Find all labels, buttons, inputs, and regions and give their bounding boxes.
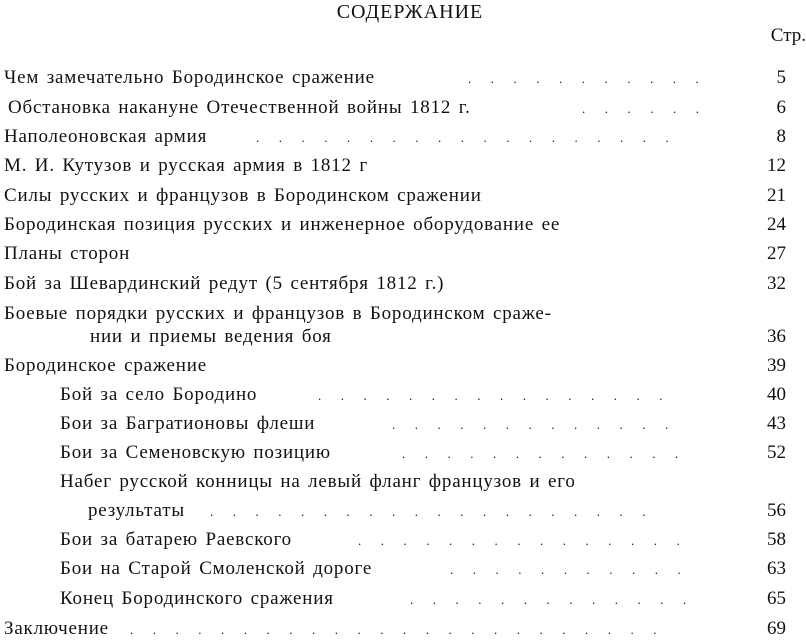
toc-entry-page: 56 — [767, 500, 786, 521]
toc-entry — [0, 469, 806, 495]
toc-entry-page: 12 — [767, 155, 786, 176]
toc-entry-title: Набег русской конницы на левый фланг французов и его — [60, 471, 576, 492]
dot-leader: . . . . . . . . . . . . . . . — [358, 533, 700, 548]
toc-entry-page: 21 — [767, 185, 786, 206]
dot-leader: . . . . . . . . . . . . . — [392, 417, 688, 432]
toc-entry — [0, 324, 806, 350]
toc-entry-page: 36 — [767, 326, 786, 347]
toc-entry-page: 40 — [767, 384, 786, 405]
toc-entry — [0, 527, 806, 553]
toc-entry — [0, 556, 806, 582]
toc-entry-title: Бородинское сражение — [4, 355, 207, 376]
table-of-contents — [0, 65, 806, 638]
toc-entry-page: 24 — [767, 214, 786, 235]
toc-entry-title: Конец Бородинского сражения — [60, 588, 334, 609]
toc-entry-title: Бои на Старой Смоленской дороге — [60, 558, 373, 579]
toc-entry-title: Силы русских и французов в Бородинском сражении — [4, 185, 482, 206]
toc-entry — [0, 95, 806, 121]
toc-entry — [0, 183, 806, 209]
toc-entry — [0, 65, 806, 91]
dot-leader: . . . . . . . . . . . . . . . . . . . . . . . . — [130, 622, 676, 637]
toc-entry-title: Наполеоновская армия — [4, 126, 208, 147]
toc-entry-title: Обстановка накануне Отечественной войны 1812 г. — [8, 97, 471, 118]
toc-entry-title: Боевые порядки русских и французов в Бородинском сраже- — [4, 303, 552, 324]
toc-entry — [0, 124, 806, 150]
dot-leader: . . . . . . . . . . . — [450, 562, 701, 577]
toc-entry — [0, 153, 806, 179]
toc-entry-page: 43 — [767, 413, 786, 434]
toc-entry-title: Бои за батарею Раевского — [60, 529, 292, 550]
toc-entry-title: Чем замечательно Бородинское сражение — [4, 67, 375, 88]
toc-entry-title: Бой за Шевардинский редут (5 сентября 1812 г.) — [4, 273, 445, 294]
toc-entry-title: нии и приемы ведения боя — [90, 326, 332, 347]
toc-entry-page: 52 — [767, 442, 786, 463]
dot-leader: . . . . . . — [582, 101, 719, 116]
toc-entry-title: Бой за село Бородино — [60, 384, 258, 405]
dot-leader: . . . . . . . . . . . — [468, 71, 719, 86]
toc-entry-page: 58 — [767, 529, 786, 550]
toc-entry — [0, 241, 806, 267]
dot-leader: . . . . . . . . . . . . . . . . . . . — [256, 130, 689, 145]
toc-entry-page: 63 — [767, 558, 786, 579]
toc-entry-title: результаты — [88, 500, 185, 521]
toc-entry-page: 39 — [767, 355, 786, 376]
toc-entry — [0, 586, 806, 612]
toc-entry-title: Бои за Семеновскую позицию — [60, 442, 331, 463]
toc-entry-page: 69 — [767, 618, 786, 639]
toc-entry-title: Бородинская позиция русских и инженерное оборудование ее — [4, 214, 561, 235]
toc-entry — [0, 382, 806, 408]
toc-entry-page: 5 — [776, 67, 786, 88]
toc-entry — [0, 271, 806, 297]
toc-entry-page: 65 — [767, 588, 786, 609]
page-column-label: Стр. — [770, 25, 806, 46]
toc-entry-title: Бои за Багратионовы флеши — [60, 413, 316, 434]
toc-entry — [0, 411, 806, 437]
toc-entry-page: 27 — [767, 243, 786, 264]
toc-entry — [0, 212, 806, 238]
toc-entry-title: М. И. Кутузов и русская армия в 1812 г — [4, 155, 368, 176]
dot-leader: . . . . . . . . . . . . . . . . . . . . — [210, 504, 665, 519]
toc-entry-title: Заключение — [4, 618, 109, 639]
toc-entry — [0, 616, 806, 642]
toc-entry — [0, 440, 806, 466]
toc-entry-page: 6 — [776, 97, 786, 118]
toc-entry-page: 8 — [776, 126, 786, 147]
toc-entry-page: 32 — [767, 273, 786, 294]
dot-leader: . . . . . . . . . . . . . — [402, 446, 698, 461]
dot-leader: . . . . . . . . . . . . . — [410, 592, 706, 607]
dot-leader: . . . . . . . . . . . . . . . . — [318, 388, 682, 403]
toc-entry — [0, 353, 806, 379]
toc-entry — [0, 498, 806, 524]
page-title: СОДЕРЖАНИЕ — [336, 1, 484, 23]
toc-entry-title: Планы сторон — [4, 243, 131, 264]
